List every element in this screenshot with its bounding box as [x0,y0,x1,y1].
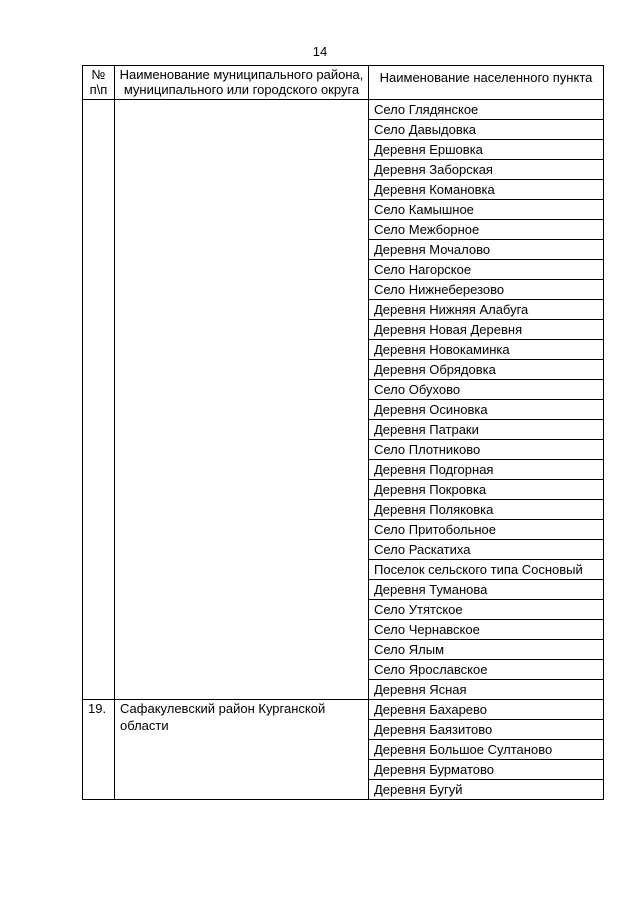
settlement-name: Деревня Заборская [369,160,604,180]
settlement-name: Деревня Новая Деревня [369,320,604,340]
settlement-name: Деревня Туманова [369,580,604,600]
settlement-name: Село Нагорское [369,260,604,280]
page-number: 14 [312,44,328,59]
settlement-name: Деревня Обрядовка [369,360,604,380]
settlement-name: Деревня Ершовка [369,140,604,160]
settlement-name: Село Обухово [369,380,604,400]
settlement-name: Село Плотниково [369,440,604,460]
settlement-name: Деревня Поляковка [369,500,604,520]
table-row [83,100,604,120]
settlement-name: Село Давыдовка [369,120,604,140]
header-settlement: Наименование населенного пункта [369,66,604,100]
row-number: 19. [83,700,115,800]
settlement-name: Деревня Покровка [369,480,604,500]
header-number-line2: п\п [89,82,108,97]
settlement-name: Село Чернавское [369,620,604,640]
settlement-name: Село Камышное [369,200,604,220]
settlement-name: Село Ярославское [369,660,604,680]
header-number-line1: № [91,67,106,82]
settlement-name: Село Глядянское [369,100,604,120]
settlement-name: Деревня Бугуй [369,780,604,800]
settlement-name: Деревня Бурматово [369,760,604,780]
district-name: Сафакулевский район Курганской области [115,700,369,800]
table-header-row [83,66,604,100]
settlement-name: Деревня Бахарево [369,700,604,720]
settlement-name: Село Раскатиха [369,540,604,560]
settlement-name: Деревня Патраки [369,420,604,440]
table-body [83,100,604,800]
settlement-name: Деревня Осиновка [369,400,604,420]
settlement-name: Деревня Ясная [369,680,604,700]
header-district: Наименование муниципального района, муниципального или городского округа [115,66,369,100]
settlement-name: Деревня Баязитово [369,720,604,740]
table-row [83,700,604,720]
settlement-name: Село Ялым [369,640,604,660]
settlements-table [82,65,604,800]
settlement-name: Село Нижнеберезово [369,280,604,300]
settlement-name: Деревня Мочалово [369,240,604,260]
district-name [115,100,369,700]
settlement-name: Деревня Нижняя Алабуга [369,300,604,320]
settlement-name: Село Утятское [369,600,604,620]
settlement-name: Деревня Большое Султаново [369,740,604,760]
settlement-name: Деревня Комановка [369,180,604,200]
settlement-name: Деревня Подгорная [369,460,604,480]
header-number [83,66,115,100]
settlement-name: Село Притобольное [369,520,604,540]
settlement-name: Деревня Новокаминка [369,340,604,360]
settlement-name: Село Межборное [369,220,604,240]
settlement-name: Поселок сельского типа Сосновый [369,560,604,580]
row-number [83,100,115,700]
